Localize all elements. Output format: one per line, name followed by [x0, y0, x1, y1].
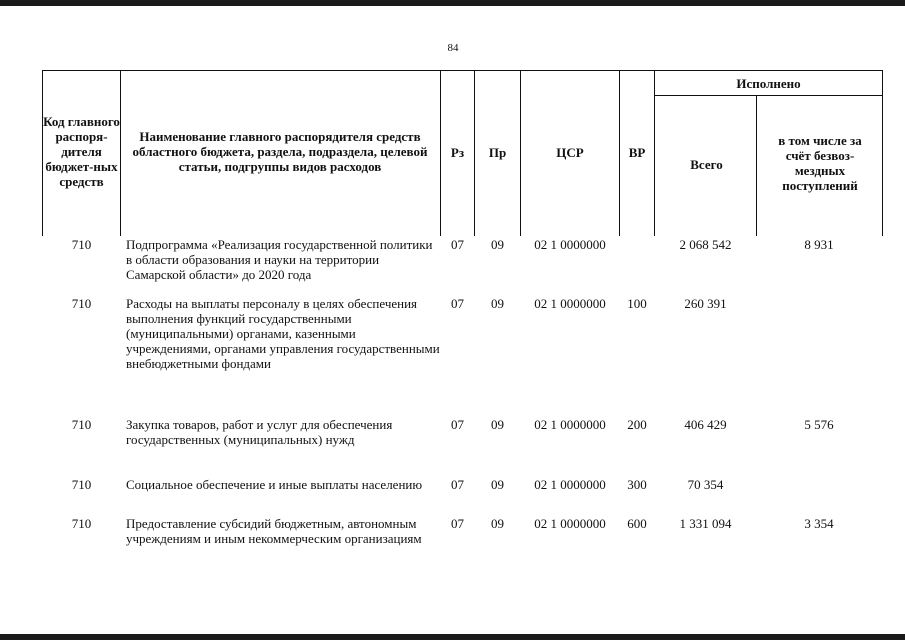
cell-name: Предоставление субсидий бюджетным, автономным учреждениям и иным некоммерческим организациям: [126, 516, 422, 546]
cell-rz: 07: [451, 477, 464, 492]
cell-csr: 02 1 0000000: [534, 237, 606, 252]
cell-code: 710: [71, 477, 92, 492]
header-total: Всего: [690, 156, 723, 172]
cell-vr: 600: [627, 516, 647, 531]
header-gratuitous: в том числе за счёт безвоз-мездных поступлений: [778, 133, 862, 193]
cell-pr: 09: [491, 516, 504, 531]
header-code: Код главного распоря-дителя бюджет-ных средств: [43, 113, 120, 189]
cell-pr: 09: [491, 296, 504, 311]
col-divider: [120, 70, 121, 236]
cell-code: 710: [71, 296, 92, 311]
cell-csr: 02 1 0000000: [534, 417, 606, 432]
cell-total: 70 354: [687, 477, 724, 492]
cell-total: 1 331 094: [679, 516, 732, 531]
cell-rz: 07: [451, 516, 464, 531]
col-divider: [882, 70, 883, 236]
cell-code: 710: [71, 516, 92, 531]
cell-csr: 02 1 0000000: [534, 296, 606, 311]
cell-name: Расходы на выплаты персоналу в целях обеспечения выполнения функций государственными (муниципальными) органами, казенными учреждениями, органами управления государственными внебюджетными фондами: [126, 296, 440, 371]
executed-divider: [655, 95, 882, 96]
table-header: [0, 0, 905, 240]
page-number: 84: [447, 42, 459, 54]
cell-rz: 07: [451, 417, 464, 432]
header-executed: Исполнено: [736, 75, 801, 91]
cell-pr: 09: [491, 477, 504, 492]
cell-code: 710: [71, 417, 92, 432]
cell-name: Подпрограмма «Реализация государственной политики в области образования и науки на территории Самарской области» до 2020 года: [126, 237, 433, 282]
cell-code: 710: [71, 237, 92, 252]
cell-total: 2 068 542: [679, 237, 732, 252]
cell-gratuitous: 8 931: [804, 237, 834, 252]
cell-csr: 02 1 0000000: [534, 516, 606, 531]
cell-name: Закупка товаров, работ и услуг для обеспечения государственных (муниципальных) нужд: [126, 417, 393, 447]
header-csr: ЦСР: [556, 144, 584, 160]
header-vr: ВР: [628, 144, 646, 160]
cell-rz: 07: [451, 237, 464, 252]
cell-pr: 09: [491, 237, 504, 252]
col-divider: [756, 95, 757, 236]
header-rz: Рз: [450, 144, 465, 160]
cell-gratuitous: 5 576: [804, 417, 834, 432]
cell-pr: 09: [491, 417, 504, 432]
cell-csr: 02 1 0000000: [534, 477, 606, 492]
cell-name: Социальное обеспечение и иные выплаты населению: [126, 477, 423, 492]
cell-gratuitous: 3 354: [804, 516, 834, 531]
page-bottom-border: [0, 634, 905, 640]
cell-total: 406 429: [684, 417, 727, 432]
header-pr: Пр: [488, 144, 507, 160]
col-divider: [654, 70, 655, 236]
cell-vr: 100: [627, 296, 647, 311]
header-name: Наименование главного распорядителя средств областного бюджета, раздела, подраздела, целевой статьи, подгруппы видов расходов: [132, 128, 428, 174]
header-top-border: [42, 70, 882, 71]
cell-total: 260 391: [684, 296, 727, 311]
cell-vr: 200: [627, 417, 647, 432]
cell-rz: 07: [451, 296, 464, 311]
cell-vr: 300: [627, 477, 647, 492]
